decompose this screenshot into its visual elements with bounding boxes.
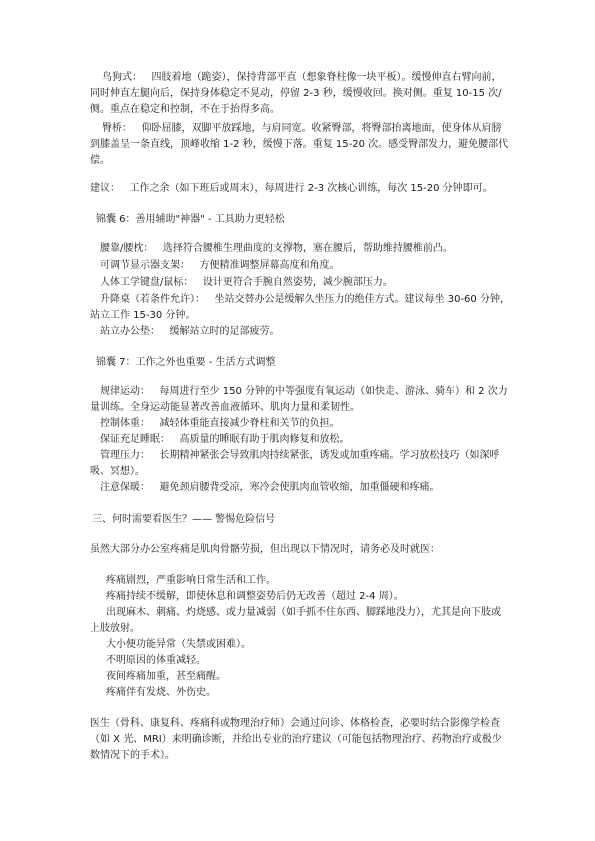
tip6-item [90,241,510,257]
danger-sign: 夜间疼痛加重，甚至痛醒。 [106,671,226,682]
exercise-text: 四肢着地（跪姿），保持背部平直（想象脊柱像一块平板）。缓慢伸直右臂向前，同时伸直左腿向后，保持身体稳定不晃动，停留 2-3 秒，缓慢收回。换对侧。重复 10-15 次/侧。重点在稳定和控制，不在于抬得多高。 [90,72,502,115]
section3-heading: 三、何时需要看医生？—— 警惕危险信号 [92,514,276,525]
exercise-name: 鸟狗式： [102,72,142,83]
item-name: 人体工学键盘/鼠标： [100,277,194,288]
item-text: 选择符合腰椎生理曲度的支撑物，塞在腰后，帮助维持腰椎前凸。 [162,243,453,254]
section3-intro: 虽然大部分办公室疼痛是肌肉骨骼劳损，但出现以下情况时，请务必及时就医： [90,544,440,555]
tip6-item [90,258,510,274]
tip7-heading: 锦囊 7：工作之外也重要 - 生活方式调整 [96,357,276,368]
item-name: 注意保暖： [100,482,150,493]
item-name: 保证充足睡眠： [100,434,170,445]
exercise-glute-bridge [90,121,510,169]
danger-sign: 疼痛持续不缓解，即使休息和调整姿势后仍无改善（超过 2-4 周）。 [106,591,404,602]
danger-sign: 大小便功能异常（失禁或困难）。 [106,639,251,650]
danger-sign: 不明原因的体重减轻。 [106,655,206,666]
item-name: 升降桌（若条件允许）： [100,294,205,305]
tip6-item [90,324,510,340]
item-text: 每周进行至少 150 分钟的中等强度有氧运动（如快走、游泳、骑车）和 2 次力量训练。全身运动能显著改善血液循环、肌肉力量和柔韧性。 [90,386,508,413]
item-text: 缓解站立时的足部疲劳。 [169,326,280,337]
exercise-bird-dog [90,70,510,118]
tip6-item [90,292,510,324]
danger-sign: 出现麻木、刺痛、灼烧感、或力量减弱（如手抓不住东西、脚踩地没力），尤其是向下肢或上肢放射。 [90,607,501,634]
exercise-text: 仰卧屈膝，双脚平放踩地，与肩同宽。收紧臀部，将臀部抬离地面，使身体从肩膀到膝盖呈一条直线，顶峰收缩 1-2 秒，缓慢下落。重复 15-20 次。感受臀部发力，避免腰部代偿。 [90,123,509,166]
item-name: 管理压力： [100,450,150,461]
suggestion [90,181,510,197]
tip7-item [90,416,510,432]
danger-sign: 疼痛伴有发烧、外伤史。 [106,687,216,698]
item-text: 方便精准调整屏幕高度和角度。 [199,260,340,271]
item-name: 可调节显示器支架： [100,260,190,271]
item-name: 规律运动： [100,386,150,397]
tip7-item [90,432,510,448]
section3-closing: 医生（骨科、康复科、疼痛科或物理治疗师）会通过问诊、体格检查，必要时结合影像学检查（如 X 光、MRI）来明确诊断，并给出专业的治疗建议（可能包括物理治疗、药物治疗或极少数情况下的手术）。 [90,718,502,761]
item-text: 坐站交替办公是缓解久坐压力的绝佳方式。建议每坐 30-60 分钟，站立工作 15-30 分钟。 [90,294,510,321]
suggestion-label: 建议： [90,183,120,194]
exercise-name: 臀桥： [102,123,132,134]
tip6-item [90,275,510,291]
danger-sign: 疼痛剧烈，严重影响日常生活和工作。 [106,575,276,586]
item-text: 长期精神紧张会导致肌肉持续紧张，诱发或加重疼痛。学习放松技巧（如深呼吸、冥想）。 [90,450,500,477]
tip7-item [90,384,510,416]
item-name: 腰靠/腰枕： [100,243,154,254]
item-name: 站立办公垫： [100,326,160,337]
item-name: 控制体重： [100,418,150,429]
suggestion-text: 工作之余（如下班后或周末），每周进行 2-3 次核心训练，每次 15-20 分钟即可。 [129,183,493,194]
tip7-item [90,480,510,496]
tip6-heading: 锦囊 6：善用辅助"神器" - 工具助力更轻松 [96,214,285,225]
tip7-item [90,448,510,480]
item-text: 避免颈肩腰背受凉，寒冷会使肌肉血管收缩，加重僵硬和疼痛。 [159,482,440,493]
item-text: 设计更符合手腕自然姿势，减少腕部压力。 [202,277,393,288]
item-text: 减轻体重能直接减少脊柱和关节的负担。 [159,418,340,429]
item-text: 高质量的睡眠有助于肌肉修复和放松。 [179,434,350,445]
